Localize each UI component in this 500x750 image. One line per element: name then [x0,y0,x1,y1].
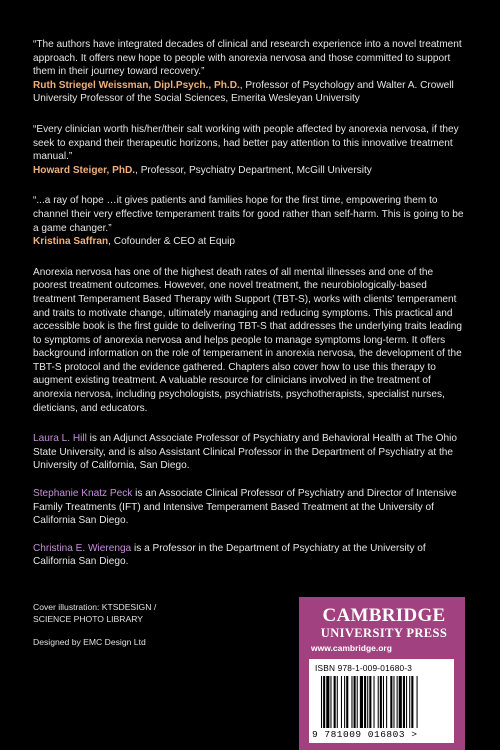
barcode-bar [378,676,379,728]
reviewer-affiliation: , Professor, Psychiatry Department, McGill University [135,164,372,176]
publisher-block [299,597,465,750]
isbn-label: ISBN 978-1-009-01680-3 [315,663,413,673]
barcode-bar [351,676,352,728]
cover-illustration-credit-line2: SCIENCE PHOTO LIBRARY [33,613,143,624]
barcode-bar [344,676,345,728]
reviewer-name: Ruth Striegel Weissman, Dipl.Psych., Ph.D. [33,79,240,91]
author-bio-text: is an Associate Clinical Professor of Psychiatry and Director of Intensive Family Treatments (IFT) and Intensive Temperament Based Treatment at the University of California San Diego. [33,488,457,527]
author-bio-3 [33,542,469,569]
barcode-bar [411,676,413,728]
author-bio-text: is a Professor in the Department of Psychiatry at the University of California San Diego. [33,542,426,568]
barcode-bar [354,676,356,728]
barcode-bar [367,676,368,728]
author-name: Laura L. Hill [33,433,87,445]
barcode-bar [330,676,331,728]
barcode-bar [383,676,384,728]
review-quote-3 [33,194,469,248]
barcode-bar [337,676,338,728]
author-name: Christina E. Wierenga [33,542,132,554]
author-bio-text: is an Adjunct Associate Professor of Psychiatry and Behavioral Health at The Ohio State University, and is also Assistant Clinical Professor in the Department of Psychiatry at the University of California, San Diego. [33,433,457,472]
quote-text: “...a ray of hope …it gives patients and families hope for the first time, empowering them to channel their very effective temperament traits for good rather than self-harm. This is going to be a game changer.” [33,195,464,234]
quote-source [33,79,469,106]
barcode-icon [321,676,443,728]
author-bio-2 [33,487,469,528]
author-bio-1 [33,432,469,473]
quote-text: “The authors have integrated decades of clinical and research experience into a novel treatment approach. It offers new hope to people with anorexia nervosa and those committed to support them in their journey toward recovery.” [33,39,462,78]
barcode-bar [346,676,348,728]
quote-source [33,235,469,249]
barcode-bar [326,676,329,728]
publisher-name-line2: UNIVERSITY PRESS [320,626,448,640]
barcode-bar [417,676,418,728]
publisher-logo [309,606,459,640]
quote-text: “Every clinician worth his/her/their salt working with people affected by anorexia nervosa, if they seek to expand their therapeutic horizons, had better pay attention to this innovative treatment manual.” [33,123,459,163]
barcode-bar [374,676,375,728]
barcode-bar [393,676,394,728]
back-cover-text [33,38,469,583]
ean-digits: 9 781009 016803 > [312,729,418,740]
barcode-bar [321,676,322,728]
barcode-bar [369,676,371,728]
quote-source [33,164,469,178]
barcode-bar [341,676,342,728]
review-quote-1 [33,38,469,106]
barcode-panel [309,659,454,743]
barcode-bar [399,676,402,728]
book-description: Anorexia nervosa has one of the highest death rates of all mental illnesses and one of the poorest treatment outcomes. However, one novel treatment, the neurobiologically-based treatment Temperament Based Therapy with Support (TBT-S), works with clients' temperament and traits to motivate change, ultimately managing and reducing symptoms. This practical and accessible book is the first guide to delivering TBT-S that addresses the underlying traits leading to symptoms of anorexia nervosa and helps people to manage symptoms long-term. It offers background information on the role of temperament in anorexia nervosa, the development of the TBT-S protocol and the evidence gathered. Chapters also cover how to use this therapy to augment existing treatment. A valuable resource for clinicians involved in the treatment of anorexia nervosa, including psychologists, psychiatrists, psychotherapists, specialist nurses, dieticians, and educators. [33,266,463,414]
design-credit: Designed by EMC Design Ltd [33,637,146,647]
reviewer-name: Howard Steiger, PhD. [33,164,136,176]
review-quote-2 [33,123,469,177]
publisher-url: www.cambridge.org [311,643,392,653]
barcode-bar [364,676,366,728]
barcode-bar [386,676,387,728]
author-name: Stephanie Knatz Peck [33,488,133,500]
barcode-bar [406,676,407,728]
reviewer-affiliation: , Professor of Psychology and Walter A. Crowell University Professor of the Social Sciences, Emerita Wesleyan University [33,79,454,105]
barcode-bar [360,676,363,728]
barcode-bar [409,676,410,728]
publisher-name-line1: CAMBRIDGE [322,605,446,626]
barcode-bar [403,676,405,728]
barcode-bar [390,676,392,728]
reviewer-affiliation: , Cofounder & CEO at Equip [108,236,235,248]
barcode-bar [397,676,398,728]
reviewer-name: Kristina Saffran [33,236,109,248]
cover-illustration-credit-line1: Cover illustration: KTSDESIGN / [33,602,157,612]
barcode-bar [334,676,336,728]
barcode-bar [380,676,382,728]
cover-credits [33,602,156,649]
barcode-bar [357,676,358,728]
barcode-bar [323,676,325,728]
